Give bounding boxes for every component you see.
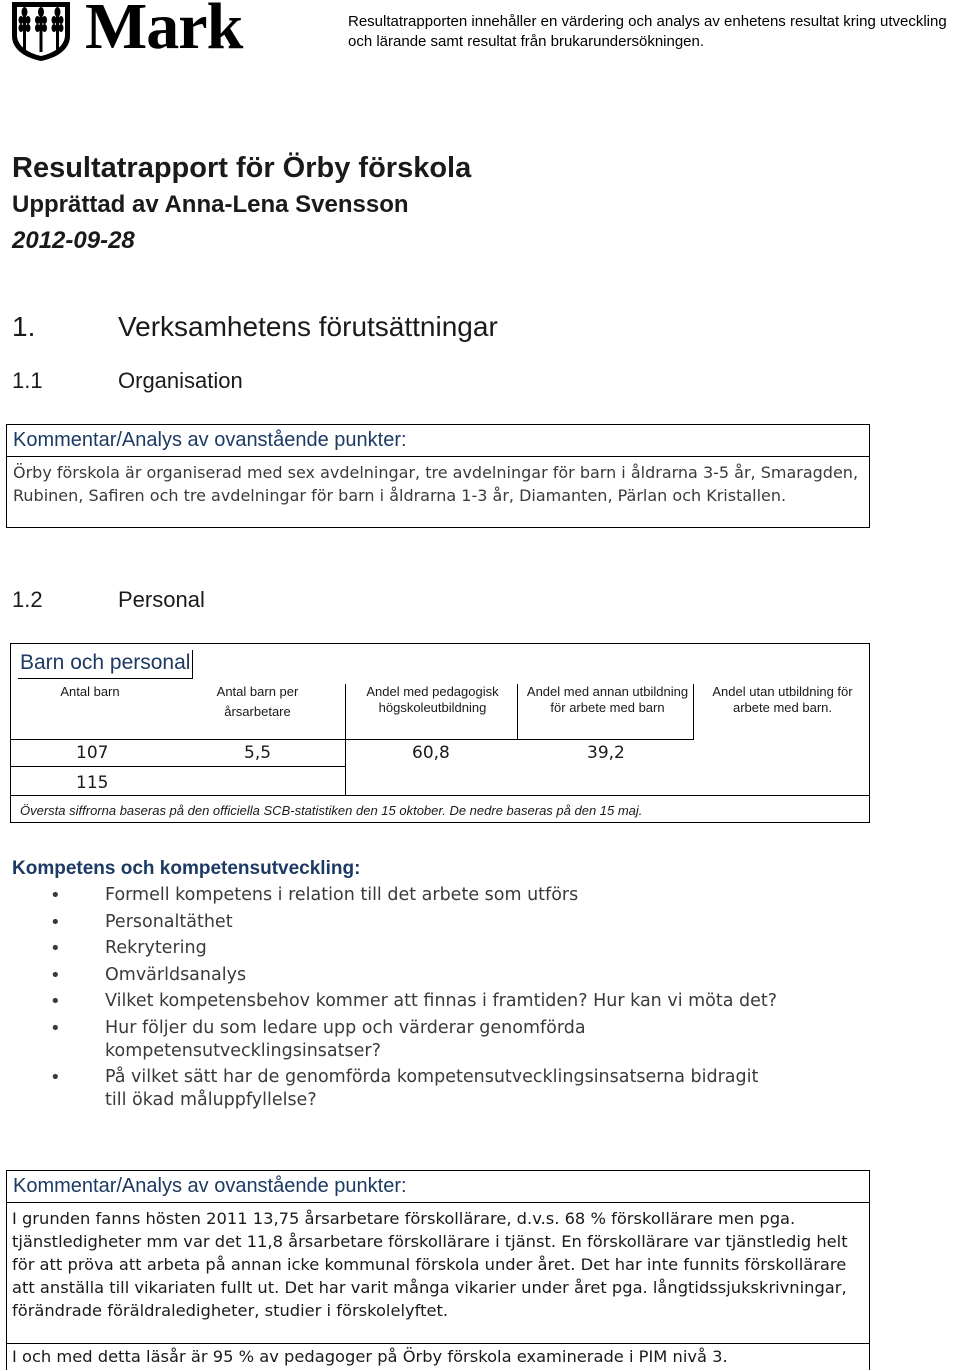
list-item: • Rekrytering xyxy=(50,938,207,959)
section-number: 1. xyxy=(12,311,36,342)
column-header: Andel med pedagogisk högskoleutbildning xyxy=(366,684,499,715)
competence-list xyxy=(0,884,870,1116)
report-intro: Resultatrapporten innehåller en värdering och analys av enhetens resultat kring utveckling och lärande samt resultat från brukarundersökningen. xyxy=(348,13,947,50)
comment-body: Örby förskola är organiserad med sex avdelningar, tre avdelningar för barn i åldrarna 3-5 år, Smaragden, Rubinen, Safiren och tre avdelningar för barn i åldrarna 1-3 år, Diamanten, Pärlan och Kristallen. xyxy=(13,463,859,505)
table-divider xyxy=(345,684,346,796)
bullet-icon: • xyxy=(50,1067,61,1088)
list-item: • Vilket kompetensbehov kommer att finnas i framtiden? Hur kan vi möta det? xyxy=(50,991,778,1012)
comment-heading: Kommentar/Analys av ovanstående punkter: xyxy=(7,1171,869,1203)
table-divider xyxy=(10,795,870,796)
report-date: 2012-09-28 xyxy=(12,227,135,254)
staff-table-title: Barn och personal xyxy=(18,650,193,679)
list-item: • Formell kompetens i relation till det arbete som utförs xyxy=(50,885,579,906)
table-footnote: Översta siffrorna baseras på den officiella SCB-statistiken den 15 oktober. De nedre baseras på den 15 maj. xyxy=(20,803,643,818)
list-item: • På vilket sätt har de genomförda kompetensutvecklingsinsatserna bidragit till ökad måluppfyllelse? xyxy=(50,1067,759,1110)
bullet-icon: • xyxy=(50,991,61,1012)
list-item: • Hur följer du som ledare upp och värderar genomförda kompetensutvecklingsinsatser? xyxy=(50,1017,586,1061)
section-title: Verksamhetens förutsättningar xyxy=(118,311,498,342)
report-title: Resultatrapport för Örby förskola xyxy=(12,152,472,184)
subsection-title: Personal xyxy=(118,587,205,612)
bullet-icon: • xyxy=(50,885,61,906)
column-header xyxy=(190,684,325,720)
bullet-icon: • xyxy=(50,964,61,986)
table-divider xyxy=(517,684,518,740)
table-cell: 39,2 xyxy=(587,743,625,763)
comment-heading: Kommentar/Analys av ovanstående punkter: xyxy=(7,425,869,457)
table-divider xyxy=(10,766,346,767)
organisation-comment-box xyxy=(6,424,870,528)
municipality-logo xyxy=(8,0,253,62)
competence-comment-box xyxy=(6,1170,870,1370)
column-header-line: årsarbetare xyxy=(224,704,291,719)
competence-heading: Kompetens och kompetensutveckling: xyxy=(12,858,361,879)
table-divider xyxy=(693,684,694,740)
column-header-line: Antal barn per xyxy=(216,684,299,699)
logo-wordmark: Mark xyxy=(85,0,243,63)
coat-of-arms-icon xyxy=(8,0,74,62)
table-divider xyxy=(10,739,694,740)
bullet-icon: • xyxy=(50,1017,61,1039)
table-cell: 60,8 xyxy=(412,743,450,763)
column-header: Andel utan utbildning för arbete med barn. xyxy=(712,684,853,715)
table-cell: 107 xyxy=(76,743,109,763)
comment-final-line: I och med detta läsår är 95 % av pedagoger på Örby förskola examinerade i PIM nivå 3. xyxy=(7,1343,869,1371)
list-item: • Personaltäthet xyxy=(50,911,233,933)
bullet-icon: • xyxy=(50,938,61,959)
table-cell: 115 xyxy=(76,773,109,793)
subsection-number: 1.2 xyxy=(12,587,43,612)
subsection-title: Organisation xyxy=(118,368,243,393)
column-header: Andel med annan utbildning för arbete med barn xyxy=(526,684,689,715)
column-header: Antal barn xyxy=(60,684,120,699)
table-cell: 5,5 xyxy=(244,743,272,763)
list-item: • Omvärldsanalys xyxy=(50,964,247,986)
subsection-number: 1.1 xyxy=(12,368,43,393)
report-author: Upprättad av Anna-Lena Svensson xyxy=(12,191,409,218)
comment-body: I grunden fanns hösten 2011 13,75 årsarbetare förskollärare, d.v.s. 68 % förskollärare men pga. tjänstledigheter mm var det 11,8 årsarbetare förskollärare i tjänst. En förskollärare var tjänstledig helt för att pröva att arbeta på annan icke kommunal förskola under året. Det har inte funnits förskollärare att anställa till vikariaten fullt ut. Det har varit många vikarier under året pga. långtidssjukskrivningar, förändrade föräldraledigheter, studier i förskolelyftet. xyxy=(12,1209,848,1320)
bullet-icon: • xyxy=(50,911,61,933)
